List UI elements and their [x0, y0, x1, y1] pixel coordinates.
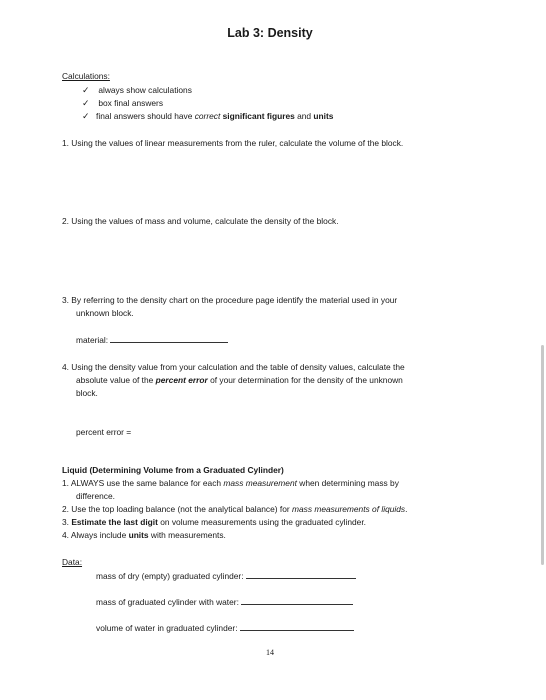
material-field	[76, 333, 228, 347]
data-heading: Data:	[62, 557, 83, 567]
material-blank[interactable]	[110, 333, 228, 343]
checkmark-icon: ✓	[82, 85, 90, 95]
calc-item-text: box final answers	[98, 98, 164, 108]
liquid-item-2-post: .	[405, 504, 408, 514]
data-field-label: mass of graduated cylinder with water:	[96, 597, 239, 607]
data-field-label: mass of dry (empty) graduated cylinder:	[96, 571, 244, 581]
emphasis-correct: correct	[194, 111, 221, 121]
conjunction-text: and	[294, 111, 314, 121]
data-field-blank[interactable]	[240, 621, 354, 631]
checkmark-icon: ✓	[82, 111, 90, 121]
emphasis-sigfigs: significant figures	[222, 111, 295, 121]
emphasis-mass-liquids: mass measurements of liquids	[292, 504, 406, 514]
material-label: material:	[76, 335, 109, 345]
data-field-label: volume of water in graduated cylinder:	[96, 623, 238, 633]
question-4-line-1: 4. Using the density value from your calculation and the table of density values, calculate the	[62, 362, 405, 372]
question-2: 2. Using the values of mass and volume, calculate the density of the block.	[62, 216, 339, 226]
emphasis-estimate: Estimate the last digit	[71, 517, 158, 527]
q4-text-post: of your determination for the density of the unknown	[207, 375, 403, 385]
calc-item-2	[82, 97, 163, 110]
emphasis-mass-measurement: mass measurement	[223, 478, 297, 488]
percent-error-label: percent error =	[76, 427, 132, 437]
question-3-line-2: unknown block.	[76, 308, 134, 318]
liquid-item-2-pre: 2. Use the top loading balance (not the analytical balance) for	[62, 504, 292, 514]
calc-item-text: always show calculations	[98, 85, 192, 95]
question-4-line-2	[76, 374, 403, 387]
q4-text-pre: absolute value of the	[76, 375, 156, 385]
checkmark-icon: ✓	[82, 98, 90, 108]
liquid-item-4-pre: 4. Always include	[62, 530, 129, 540]
emphasis-units: units	[128, 530, 149, 540]
liquid-item-4	[62, 529, 226, 542]
calc-item-text: final answers should have	[96, 111, 195, 121]
data-field-cylinder-with-water	[96, 595, 353, 609]
emphasis-percent-error: percent error	[155, 375, 208, 385]
liquid-item-1	[62, 477, 399, 490]
data-field-water-volume	[96, 621, 354, 635]
liquid-item-1-line-2: difference.	[76, 491, 115, 501]
liquid-item-3	[62, 516, 366, 529]
calculations-heading: Calculations:	[62, 71, 110, 81]
liquid-item-1-post: when determining mass by	[296, 478, 399, 488]
liquid-item-1-pre: 1. ALWAYS use the same balance for each	[62, 478, 224, 488]
data-field-blank[interactable]	[241, 595, 353, 605]
question-3-line-1: 3. By referring to the density chart on the procedure page identify the material used in your	[62, 295, 398, 305]
question-4-line-3: block.	[76, 388, 98, 398]
calc-item-1	[82, 84, 192, 97]
calc-item-3	[82, 110, 333, 123]
liquid-item-2	[62, 503, 407, 516]
emphasis-units: units	[313, 111, 334, 121]
page-number: 14	[266, 648, 274, 657]
page-title: Lab 3: Density	[227, 26, 313, 40]
liquid-heading: Liquid (Determining Volume from a Graduated Cylinder)	[62, 465, 284, 475]
vertical-scrollbar[interactable]	[541, 345, 544, 565]
data-field-empty-cylinder	[96, 569, 356, 583]
liquid-item-3-pre: 3.	[62, 517, 72, 527]
liquid-item-3-post: on volume measurements using the graduated cylinder.	[157, 517, 366, 527]
liquid-item-4-post: with measurements.	[148, 530, 226, 540]
question-1: 1. Using the values of linear measurements from the ruler, calculate the volume of the block.	[62, 138, 404, 148]
data-field-blank[interactable]	[246, 569, 356, 579]
